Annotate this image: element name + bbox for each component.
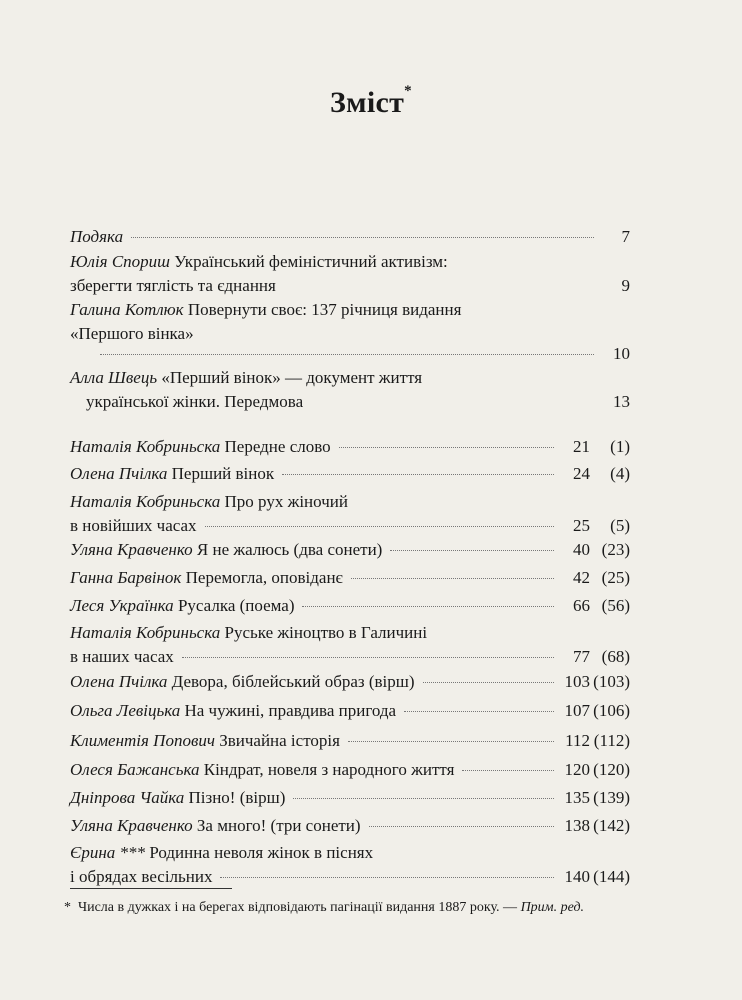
toc-author: Наталія Кобриньска [70,623,221,642]
leader-dots [339,447,554,448]
toc-title: Повернути своє: 137 річниця видання [187,300,462,319]
toc-author: Леся Українка [70,596,174,615]
leader-dots [205,526,554,527]
toc-author: Ганна Барвінок [70,568,182,587]
toc-entry[interactable] [70,729,630,753]
toc-title: На чужині, правдива пригода [184,701,397,720]
toc-title: Передне слово [224,437,331,456]
leader-dots [351,578,554,579]
toc-entry[interactable] [70,621,630,669]
leader-dots [404,711,554,712]
leader-dots [100,354,594,355]
toc-title: в новійших часах [70,516,197,535]
leader-dots [182,657,554,658]
page-title: Зміст* [330,83,412,119]
toc-entry[interactable] [70,298,630,366]
toc-author: Ольга Левіцька [70,701,181,720]
toc-title: Я не жалюсь (два сонети) [196,540,383,559]
toc-entry[interactable] [70,699,630,723]
toc-author: Наталія Кобриньска [70,437,221,456]
toc-page: 103 (103) [564,672,630,691]
toc-page: 77 (68) [573,647,630,666]
toc-title: в наших часах [70,647,174,666]
toc-entry[interactable] [70,366,630,414]
toc-page: 120 (120) [564,760,630,779]
toc-title: Пізно! (вірш) [188,788,286,807]
toc-title: «Першого вінка» [70,324,194,343]
leader-dots [348,741,554,742]
toc-entry[interactable] [70,786,630,810]
leader-dots [220,877,554,878]
leader-dots [423,682,554,683]
toc-page: 107 (106) [564,701,630,720]
toc-author: Уляна Кравченко [70,540,193,559]
toc-page: 138 (142) [564,816,630,835]
toc-entry[interactable] [70,566,630,590]
toc-author: Юлія Спориш [70,252,171,271]
toc-page: 66 (56) [573,596,630,615]
toc-title: Перший вінок [171,464,275,483]
leader-dots [369,826,554,827]
toc-author: Дніпрова Чайка [70,788,185,807]
toc-entry[interactable] [70,435,630,459]
leader-dots [302,606,554,607]
toc-title: «Перший вінок» — документ життя [161,368,423,387]
toc-entry[interactable] [70,594,630,618]
toc-author: Олена Пчілка [70,464,168,483]
toc-title: зберегти тяглість та єднання [70,276,276,295]
toc-author: Подяка [70,227,124,246]
toc-page: 24 (4) [573,464,630,483]
toc-title: Український феміністичний активізм: [174,252,448,271]
toc-entry[interactable] [70,250,630,298]
toc-entry[interactable] [70,490,630,538]
toc-page: 40 (23) [573,540,630,559]
toc-title: української жінки. Передмова [86,392,304,411]
toc-title: і обрядах весільних [70,867,213,886]
toc-page: 21 (1) [573,437,630,456]
leader-dots [282,474,554,475]
leader-dots [390,550,554,551]
toc-page: 140 (144) [564,867,630,886]
toc-page: 10 [613,344,630,363]
toc-author: Єрина *** [70,843,146,862]
toc-title: Перемогла, оповіданє [185,568,343,587]
toc-title: Русалка (поема) [177,596,295,615]
leader-dots [293,798,554,799]
toc-title: Звичайна історія [219,731,340,750]
toc-title: За много! (три сонети) [196,816,361,835]
leader-dots [131,237,594,238]
footnote-marker: * [404,83,412,99]
toc-page: 25 (5) [573,516,630,535]
toc-author: Алла Швець [70,368,158,387]
toc-entry[interactable] [70,538,630,562]
toc-entry[interactable] [70,814,630,838]
toc-entry[interactable] [70,841,630,889]
toc-page: 42 (25) [573,568,630,587]
toc-entry[interactable] [70,225,630,249]
toc-author: Климентія Попович [70,731,215,750]
toc-author: Олеся Бажанська [70,760,200,779]
toc-title: Руське жіноцтво в Галичині [224,623,428,642]
footnote-rule [70,888,232,889]
leader-dots [462,770,554,771]
toc-page: 13 [613,392,630,411]
toc-entry[interactable] [70,758,630,782]
toc-author: Олена Пчілка [70,672,168,691]
toc-page: 135 (139) [564,788,630,807]
toc-entry[interactable] [70,670,630,694]
toc-page: 9 [621,276,630,295]
toc-title: Про рух жіночий [224,492,348,511]
toc-author: Галина Котлюк [70,300,184,319]
toc-page: 7 [621,227,630,246]
toc-title: Родинна неволя жінок в піснях [149,843,374,862]
toc-title: Кіндрат, новеля з народного життя [203,760,455,779]
toc-entry[interactable] [70,462,630,486]
toc-author: Уляна Кравченко [70,816,193,835]
footnote: * Числа в дужках і на берегах відповідають пагінації видання 1887 року. — Прим. ред. [64,900,585,915]
toc-page: 112 (112) [565,731,630,750]
toc-title: Девора, біблейський образ (вірш) [171,672,415,691]
toc-author: Наталія Кобриньска [70,492,221,511]
